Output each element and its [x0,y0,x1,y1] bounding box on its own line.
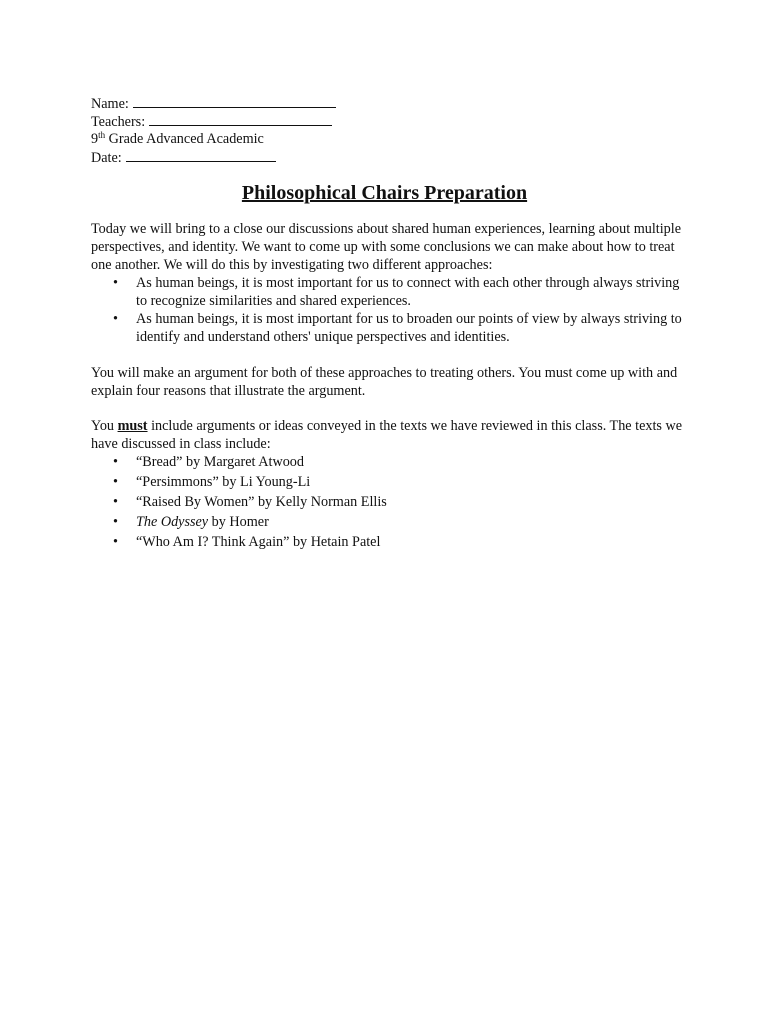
bullet-icon: • [113,275,118,291]
text-item-who-am-i [91,533,691,551]
texts-paragraph-rest: include arguments or ideas conveyed in the texts we have reviewed in this class. The texts we have discussed in class include: [91,418,683,452]
approach-text: As human beings, it is most important for us to connect with each other through always striving to recognize similarities and shared experiences. [136,275,680,309]
grade-suffix: th [98,130,106,140]
text-author: by Li Young-Li [218,474,311,490]
name-label: Name: [91,96,129,112]
argument-paragraph: You will make an argument for both of these approaches to treating others. You must come up with and explain four reasons that illustrate the argument. [91,365,678,399]
text-author: by Hetain Patel [289,534,381,550]
text-author: by Homer [208,514,269,530]
teachers-label: Teachers: [91,114,146,130]
bullet-icon: • [113,311,118,327]
approaches-list [91,274,691,346]
texts-list [91,453,691,551]
teachers-line [91,112,691,130]
date-blank [126,148,276,162]
bullet-icon: • [113,514,118,530]
text-title: “Raised By Women” [136,494,255,510]
must-emphasis: must [117,418,148,434]
texts-paragraph-start: You [91,418,118,434]
bullet-icon: • [113,534,118,550]
name-line [91,94,691,112]
bullet-icon: • [113,454,118,470]
approach-item-2 [91,310,691,346]
approach-item-1 [91,274,691,310]
worksheet-page [91,94,691,553]
page-title: Philosophical Chairs Preparation [241,182,528,204]
text-title: “Who Am I? Think Again” [136,534,290,550]
name-blank [133,94,336,108]
text-author: by Margaret Atwood [182,454,304,470]
text-item-persimmons [91,473,691,491]
text-author: by Kelly Norman Ellis [254,494,387,510]
teachers-blank [149,112,332,126]
grade-line [91,130,691,148]
text-title: The Odyssey [136,514,209,530]
text-title: “Bread” [136,454,183,470]
bullet-icon: • [113,474,118,490]
intro-paragraph: Today we will bring to a close our discussions about shared human experiences, learning about multiple perspectives, and identity. We want to come up with some conclusions we can make about how to treat one another. We will do this by investigating two different approaches: [91,221,682,273]
grade-number: 9 [91,131,99,147]
date-label: Date: [91,150,122,166]
bullet-icon: • [113,494,118,510]
text-item-bread [91,453,691,471]
texts-paragraph [91,417,691,453]
approach-text: As human beings, it is most important for us to broaden our points of view by always striving to identify and understand others' unique perspectives and identities. [136,311,682,345]
text-item-raised-by-women [91,493,691,511]
grade-text: Grade Advanced Academic [105,131,264,147]
date-line [91,148,691,166]
text-title: “Persimmons” [136,474,219,490]
text-item-odyssey [91,513,691,531]
